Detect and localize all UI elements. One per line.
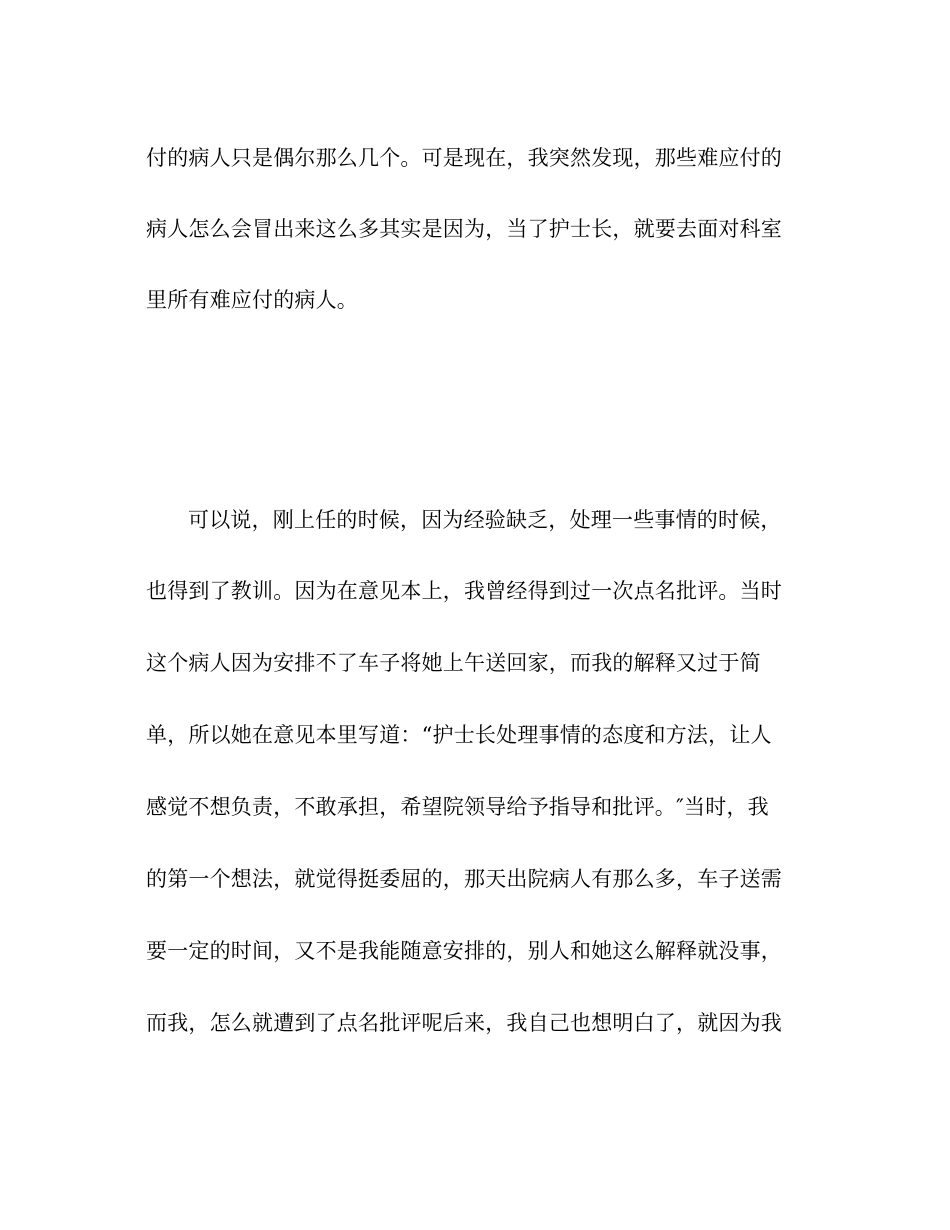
paragraph-line: 感觉不想负责，不敢承担，希望院领导给予指导和批评。″当时，我: [146, 795, 769, 819]
paragraph-line: 而我，怎么就遭到了点名批评呢后来，我自己也想明白了，就因为我: [146, 1011, 782, 1035]
paragraph-line: 可以说，刚上任的时候，因为经验缺乏，处理一些事情的时候，: [188, 508, 782, 532]
paragraph-line: 要一定的时间，又不是我能随意安排的，别人和她这么解释就没事，: [146, 939, 782, 963]
paragraph-line: 的第一个想法，就觉得挺委屈的，那天出院病人有那么多，车子送需: [146, 867, 782, 891]
paragraph-line: 里所有难应付的病人。: [146, 288, 358, 312]
paragraph-line: 付的病人只是偶尔那么几个。可是现在，我突然发现，那些难应付的: [146, 146, 782, 170]
paragraph-line: 这个病人因为安排不了车子将她上午送回家，而我的解释又过于简: [146, 651, 761, 675]
paragraph-line: 病人怎么会冒出来这么多其实是因为，当了护士长，就要去面对科室: [146, 217, 782, 241]
paragraph-line: 单，所以她在意见本里写道：“护士长处理事情的态度和方法，让人: [146, 723, 772, 747]
paragraph-line: 也得到了教训。因为在意见本上，我曾经得到过一次点名批评。当时: [146, 579, 782, 603]
